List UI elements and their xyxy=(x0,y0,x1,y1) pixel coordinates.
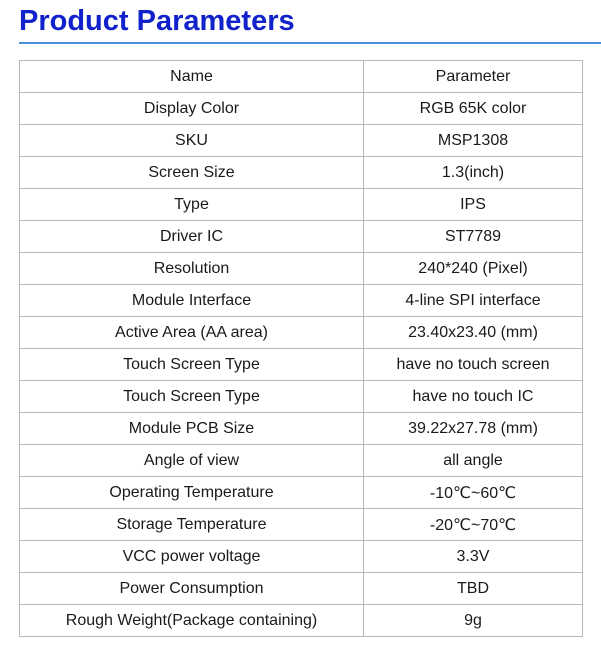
page-title: Product Parameters xyxy=(19,5,295,37)
table-row xyxy=(20,541,583,573)
table-row xyxy=(20,573,583,605)
table-row xyxy=(20,445,583,477)
row-value: -20℃~70℃ xyxy=(364,509,583,541)
table-row xyxy=(20,221,583,253)
row-name: Driver IC xyxy=(20,221,364,253)
row-value: all angle xyxy=(364,445,583,477)
row-value: 23.40x23.40 (mm) xyxy=(364,317,583,349)
header-parameter: Parameter xyxy=(364,61,583,93)
row-value: 240*240 (Pixel) xyxy=(364,253,583,285)
row-value: IPS xyxy=(364,189,583,221)
row-value: have no touch IC xyxy=(364,381,583,413)
table-row xyxy=(20,93,583,125)
table-row xyxy=(20,125,583,157)
table-row xyxy=(20,189,583,221)
table-row xyxy=(20,477,583,509)
row-value: 4-line SPI interface xyxy=(364,285,583,317)
row-name: Operating Temperature xyxy=(20,477,364,509)
row-name: Touch Screen Type xyxy=(20,381,364,413)
row-name: Touch Screen Type xyxy=(20,349,364,381)
title-divider xyxy=(19,42,601,44)
row-name: Rough Weight(Package containing) xyxy=(20,605,364,637)
table-row xyxy=(20,605,583,637)
row-value: TBD xyxy=(364,573,583,605)
row-value: 3.3V xyxy=(364,541,583,573)
row-value: 39.22x27.78 (mm) xyxy=(364,413,583,445)
table-row xyxy=(20,157,583,189)
row-name: Resolution xyxy=(20,253,364,285)
row-name: Screen Size xyxy=(20,157,364,189)
row-name: Power Consumption xyxy=(20,573,364,605)
table-row xyxy=(20,509,583,541)
row-name: Display Color xyxy=(20,93,364,125)
parameters-table xyxy=(19,60,583,637)
row-name: Module PCB Size xyxy=(20,413,364,445)
row-name: Storage Temperature xyxy=(20,509,364,541)
table-row xyxy=(20,285,583,317)
row-value: RGB 65K color xyxy=(364,93,583,125)
row-name: SKU xyxy=(20,125,364,157)
row-value: 1.3(inch) xyxy=(364,157,583,189)
row-name: Type xyxy=(20,189,364,221)
table-row xyxy=(20,253,583,285)
row-value: -10℃~60℃ xyxy=(364,477,583,509)
row-name: VCC power voltage xyxy=(20,541,364,573)
row-name: Module Interface xyxy=(20,285,364,317)
table-row xyxy=(20,317,583,349)
table-header-row xyxy=(20,61,583,93)
row-value: ST7789 xyxy=(364,221,583,253)
row-name: Angle of view xyxy=(20,445,364,477)
row-value: MSP1308 xyxy=(364,125,583,157)
header-name: Name xyxy=(20,61,364,93)
row-value: 9g xyxy=(364,605,583,637)
table-row xyxy=(20,349,583,381)
row-name: Active Area (AA area) xyxy=(20,317,364,349)
row-value: have no touch screen xyxy=(364,349,583,381)
table-row xyxy=(20,381,583,413)
table-row xyxy=(20,413,583,445)
